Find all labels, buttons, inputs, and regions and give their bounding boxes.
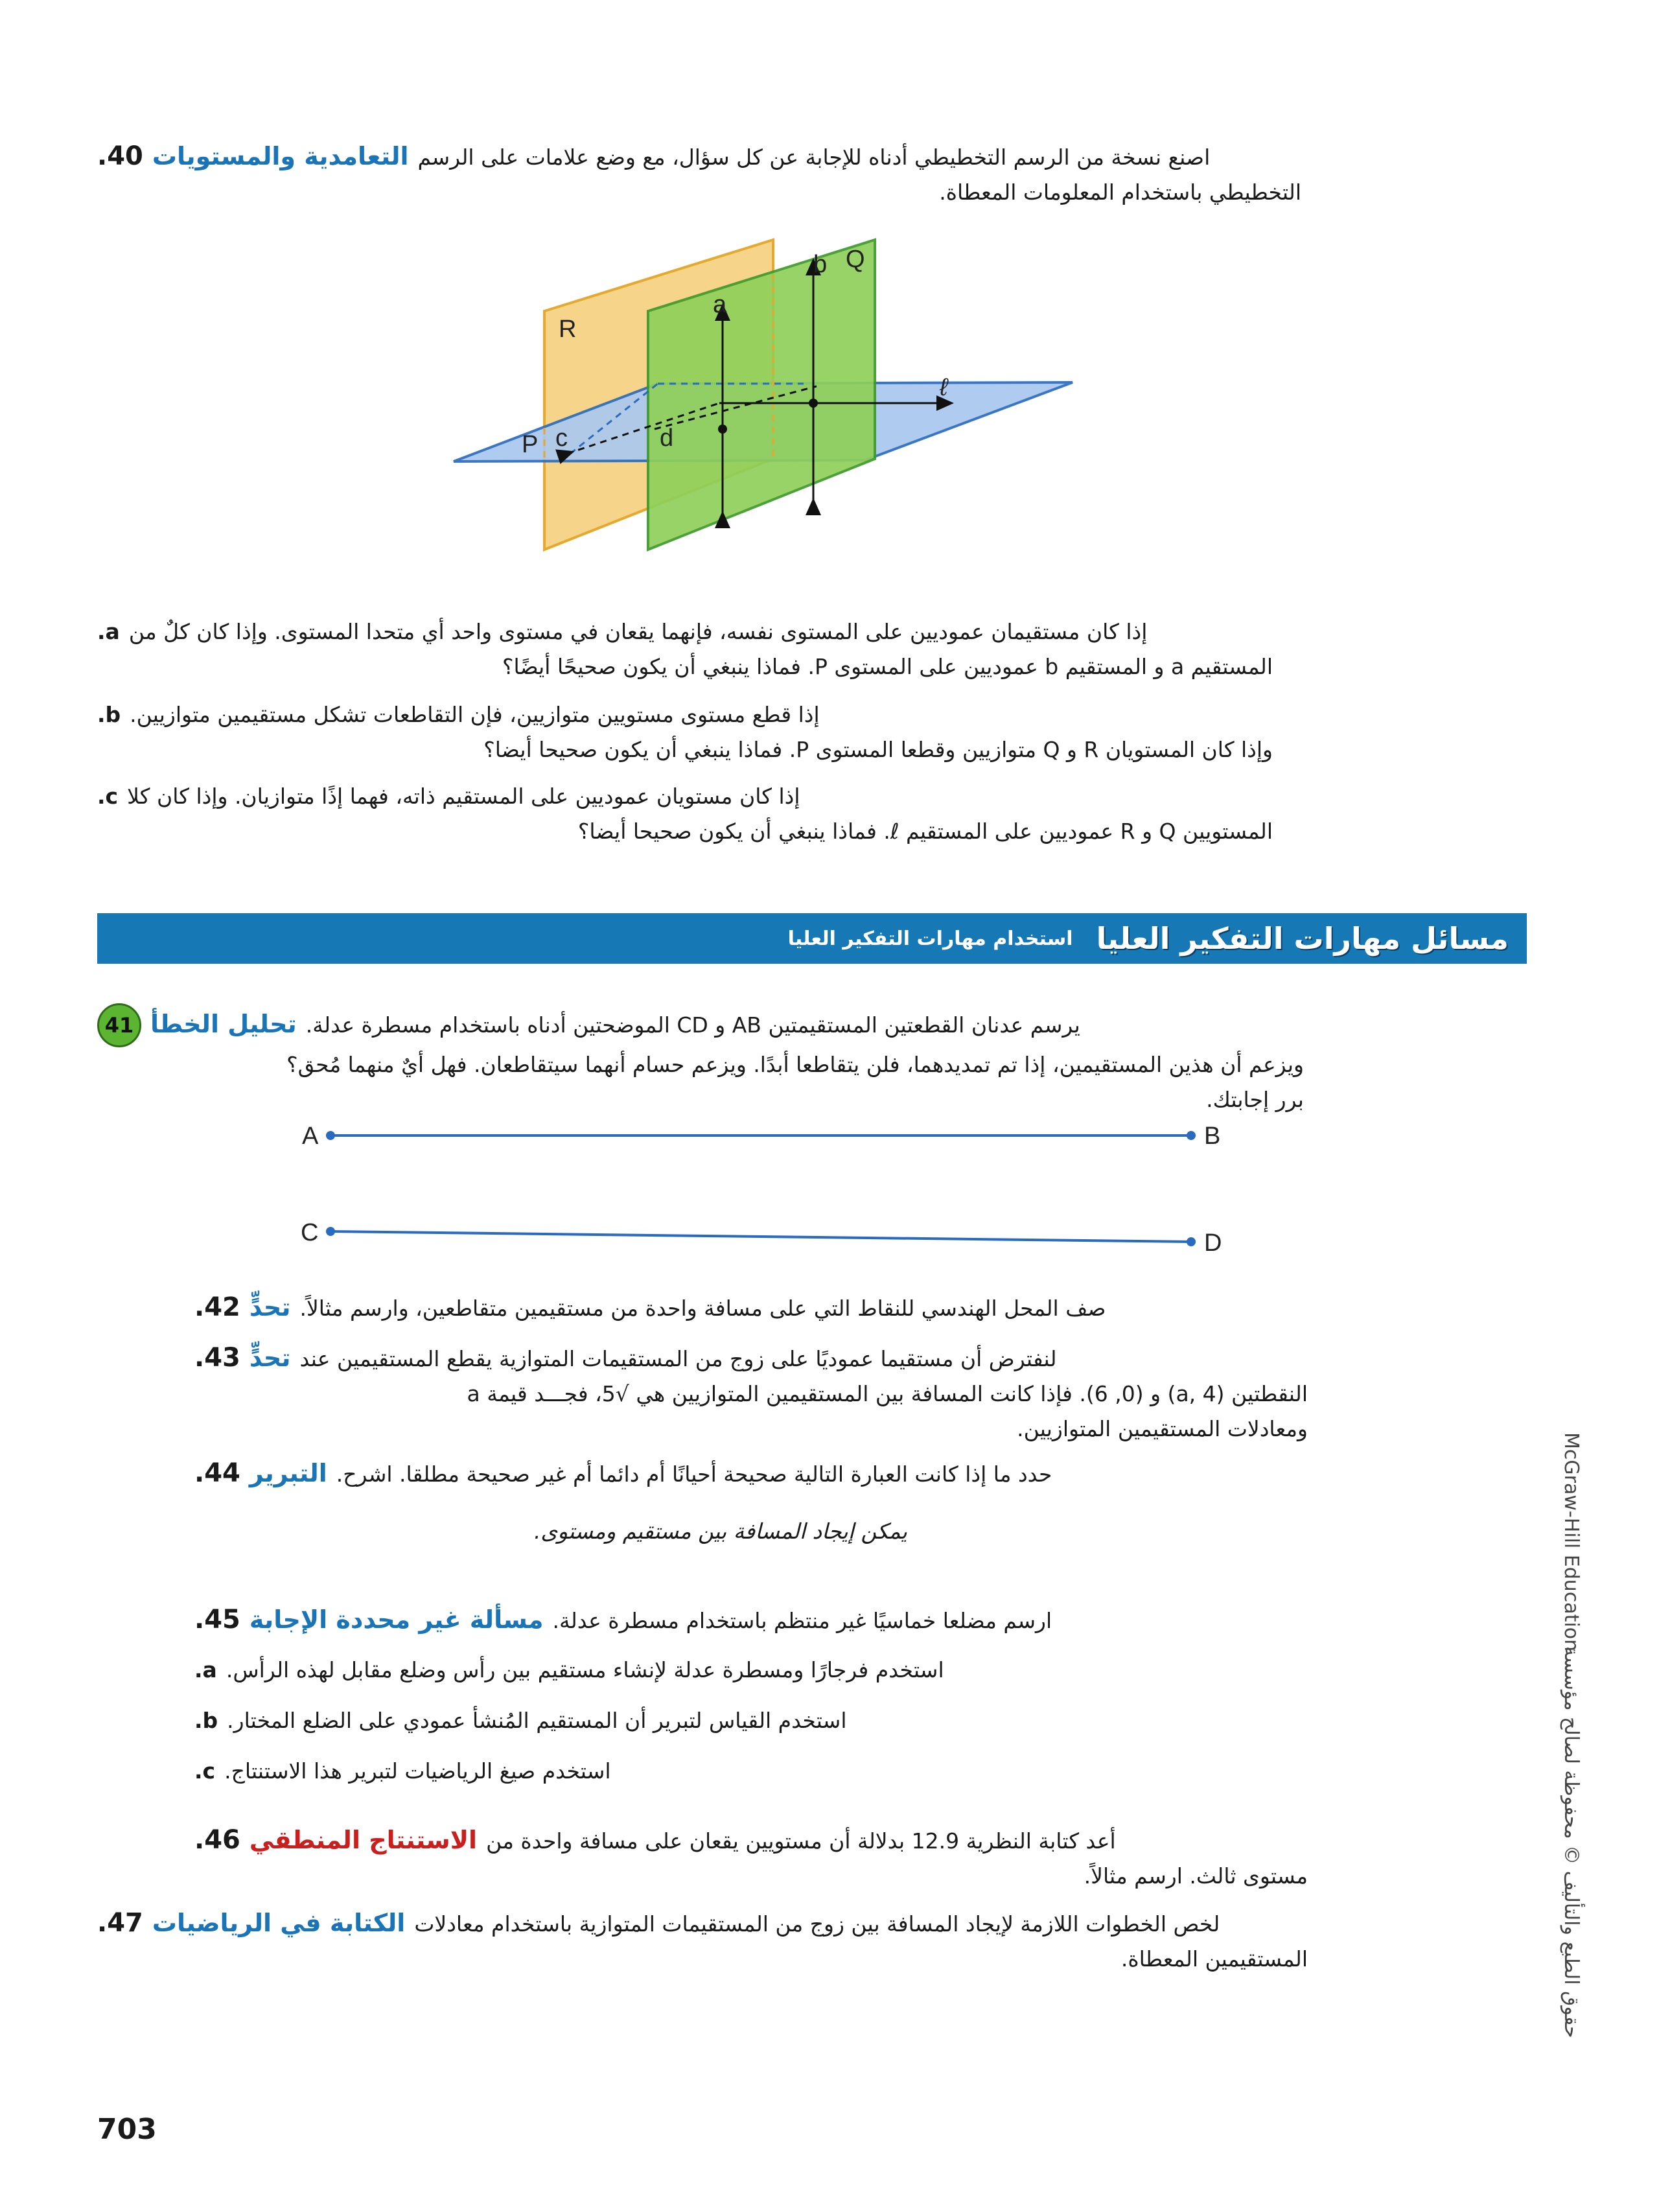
q45-part-b-label: b. xyxy=(194,1708,218,1733)
label-a: a xyxy=(713,291,727,318)
q47-line1: لخص الخطوات اللازمة لإيجاد المسافة بين زوج من المستقيمات المتوازية باستخدام معادلات xyxy=(414,1911,1220,1937)
q40-header xyxy=(97,139,1348,175)
q46-line1: أعد كتابة النظرية 12.9 بدلالة أن مستويين يقعان على مسافة واحدة من xyxy=(486,1828,1116,1854)
segments-figure xyxy=(285,1108,1257,1264)
q40-line2: التخطيطي باستخدام المعلومات المعطاة. xyxy=(939,180,1301,205)
q40-number: 40. xyxy=(97,141,143,171)
banner-title: مسائل مهارات التفكير العليا xyxy=(1096,921,1509,956)
side-copyright: حقوق الطبع والتأليف © محفوظة لصالح مؤسسة xyxy=(1560,1646,1583,2038)
q42-text: صف المحل الهندسي للنقاط التي على مسافة واحدة من مستقيمين متقاطعين، وارسم مثالاً. xyxy=(299,1296,1106,1321)
label-l: ℓ xyxy=(940,374,948,401)
q47-number: 47. xyxy=(97,1908,143,1938)
q46-line2: مستوى ثالث. ارسم مثالاً. xyxy=(1084,1863,1308,1889)
q44-block xyxy=(194,1456,1354,1492)
q45-title: مسألة غير محددة الإجابة xyxy=(249,1605,544,1634)
q44-text: حدد ما إذا كانت العبارة التالية صحيحة أحيانًا أم دائما أم غير صحيحة مطلقا. اشرح. xyxy=(336,1461,1052,1487)
q41-number-badge: 41 xyxy=(97,1003,141,1047)
q42-number: 42. xyxy=(194,1292,240,1322)
side-publisher: McGraw-Hill Education xyxy=(1560,1432,1583,1652)
q40-part-b-line2: وإذا كان المستويان R و Q متوازيين وقطعا المستوى P. فماذا ينبغي أن يكون صحيحا أيضا؟ xyxy=(483,737,1273,762)
q43-title: تحدٍّ xyxy=(249,1344,291,1372)
q46-number: 46. xyxy=(194,1825,240,1855)
q42-title: تحدٍّ xyxy=(249,1293,291,1321)
label-d: d xyxy=(660,425,674,452)
hots-banner xyxy=(97,913,1527,964)
q40-block xyxy=(97,139,1348,210)
q41-title: تحليل الخطأ xyxy=(150,1010,297,1038)
q41-line3: برر إجابتك. xyxy=(1206,1087,1304,1112)
q41-block xyxy=(97,1003,1354,1117)
q42-block xyxy=(194,1290,1354,1326)
q45-part-b xyxy=(194,1703,1325,1738)
q44-number: 44. xyxy=(194,1458,240,1488)
q45-part-a-label: a. xyxy=(194,1657,217,1682)
q40-part-b-line1: إذا قطع مستوى مستويين متوازيين، فإن التقاطعات تشكل مستقيمين متوازيين. xyxy=(130,702,820,727)
segment-cd xyxy=(331,1231,1191,1242)
q43-block xyxy=(194,1340,1354,1447)
planes-figure xyxy=(441,233,1089,557)
q45-part-c-label: c. xyxy=(194,1758,216,1784)
q43-line2: النقطتين (a, 4) و (0, 6). فإذا كانت المسافة بين المستقيمين المتوازيين هي √5، فجـــد قيمة a xyxy=(467,1381,1308,1406)
q40-part-c-line2: المستويين Q و R عموديين على المستقيم ℓ. فماذا ينبغي أن يكون صحيحا أيضا؟ xyxy=(577,819,1273,844)
q45-part-c xyxy=(194,1754,1325,1789)
q44-statement: يمكن إيجاد المسافة بين مستقيم ومستوى. xyxy=(533,1519,907,1544)
q46-title: الاستنتاج المنطقي xyxy=(249,1826,478,1854)
q40-part-a-line1: إذا كان مستقيمان عموديين على المستوى نفسه، فإنهما يقعان في مستوى واحد أي متحدا المستوى. وإذا كان كلٌ من xyxy=(128,619,1148,644)
q40-title: التعامدية والمستويات xyxy=(152,142,409,170)
q40-part-a-line2: المستقيم a و المستقيم b عموديين على المستوى P. فماذا ينبغي أن يكون صحيحًا أيضًا؟ xyxy=(502,654,1273,679)
q45-part-a-text: استخدم فرجارًا ومسطرة عدلة لإنشاء مستقيم بين رأس وضلع مقابل لهذه الرأس. xyxy=(226,1657,944,1682)
q41-line2: ويزعم أن هذين المستقيمين، إذا تم تمديدهما، فلن يتقاطعا أبدًا. ويزعم حسام أنهما سيتقاطعان. فهل أيٌ منهما مُحق؟ xyxy=(286,1052,1304,1077)
label-q: Q xyxy=(846,246,865,273)
point-a: A xyxy=(302,1123,319,1150)
label-r: R xyxy=(559,316,577,343)
point-d: D xyxy=(1204,1229,1222,1257)
q40-part-a-label: a. xyxy=(97,619,120,644)
q45-text: ارسم مضلعا خماسيًا غير منتظم باستخدام مسطرة عدلة. xyxy=(552,1608,1052,1633)
q43-line1: لنفترض أن مستقيما عموديًا على زوج من المستقيمات المتوازية يقطع المستقيمين عند xyxy=(299,1346,1057,1371)
q45-part-b-text: استخدم القياس لتبرير أن المستقيم المُنشأ عمودي على الضلع المختار. xyxy=(227,1708,847,1733)
label-b: b xyxy=(813,251,828,278)
q46-block xyxy=(194,1822,1354,1894)
q41-line1: يرسم عدنان القطعتين المستقيمتين AB و CD الموضحتين أدناه باستخدام مسطرة عدلة. xyxy=(305,1012,1080,1038)
q40-part-c-label: c. xyxy=(97,784,119,809)
q40-part-b-label: b. xyxy=(97,702,121,727)
q45-block xyxy=(194,1602,1354,1638)
q40-part-c-line1: إذا كان مستويان عموديين على المستقيم ذاته، فهما إذًا متوازيان. وإذا كان كلا xyxy=(127,784,800,809)
q41-header xyxy=(97,1003,1354,1047)
q40-part-a xyxy=(97,614,1303,684)
q40-line1: اصنع نسخة من الرسم التخطيطي أدناه للإجابة عن كل سؤال، مع وضع علامات على الرسم xyxy=(417,145,1211,170)
q40-part-c xyxy=(97,779,1303,849)
q40-part-b xyxy=(97,697,1303,767)
q45-number: 45. xyxy=(194,1605,240,1635)
label-c: c xyxy=(555,425,568,452)
label-p: P xyxy=(522,431,539,458)
q44-title: التبرير xyxy=(249,1459,327,1487)
banner-subtitle: استخدام مهارات التفكير العليا xyxy=(787,927,1073,950)
q43-number: 43. xyxy=(194,1343,240,1373)
point-b: B xyxy=(1204,1123,1221,1150)
q45-part-c-text: استخدم صيغ الرياضيات لتبرير هذا الاستنتاج. xyxy=(224,1758,611,1784)
q45-part-a xyxy=(194,1653,1325,1688)
q43-line3: ومعادلات المستقيمين المتوازيين. xyxy=(1017,1416,1308,1441)
q47-block xyxy=(97,1905,1354,1977)
point-c: C xyxy=(301,1219,319,1246)
q47-title: الكتابة في الرياضيات xyxy=(152,1909,406,1937)
q47-line2: المستقيمين المعطاة. xyxy=(1120,1946,1308,1972)
page-number: 703 xyxy=(97,2113,157,2146)
